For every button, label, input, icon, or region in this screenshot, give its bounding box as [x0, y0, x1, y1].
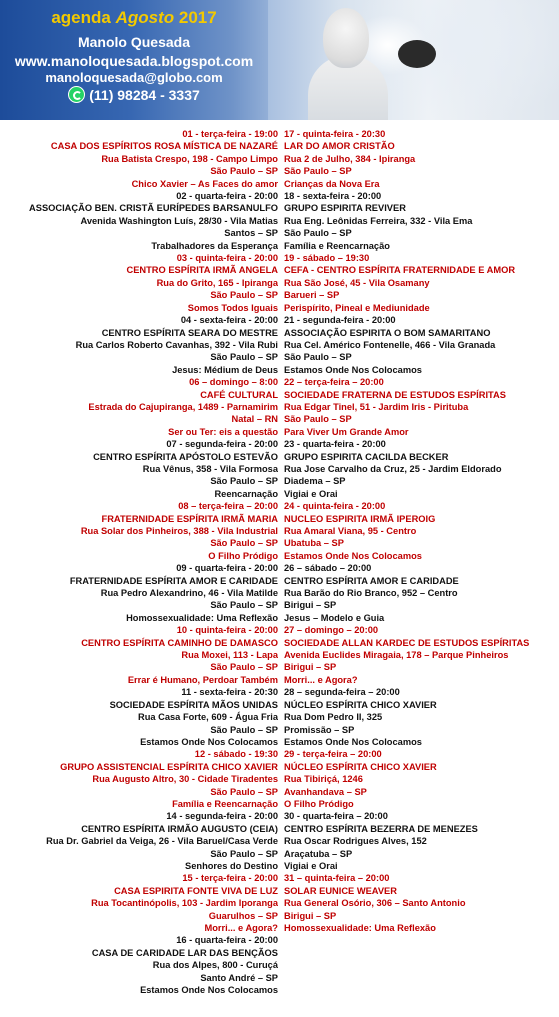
- event-date: 27 – domingo – 20:00: [284, 625, 379, 636]
- event-topic: Vigiai e Orai: [284, 860, 338, 871]
- event-topic: Vigiai e Orai: [284, 488, 338, 499]
- event-place: GRUPO ESPIRITA CACILDA BECKER: [284, 451, 449, 462]
- event-city: São Paulo – SP: [284, 166, 352, 177]
- event-city: Barueri – SP: [284, 290, 340, 301]
- event-entry: [0, 686, 278, 748]
- agenda-title: [0, 8, 268, 28]
- event-date: 09 - quarta-feira - 20:00: [176, 563, 278, 574]
- event-date: 28 – segunda-feira – 20:00: [284, 687, 400, 698]
- event-topic: Para Viver Um Grande Amor: [284, 426, 409, 437]
- event-date: 29 - terça-feira – 20:00: [284, 749, 382, 760]
- event-entry: [0, 190, 278, 252]
- event-place: ASSOCIAÇÃO BEN. CRISTÃ EURÍPEDES BARSANULFO: [29, 203, 278, 214]
- event-city: São Paulo – SP: [210, 352, 278, 363]
- event-address: Rua do Grito, 165 - Ipiranga: [156, 277, 278, 288]
- event-topic: Jesus – Modelo e Guia: [284, 612, 385, 623]
- event-date: 10 - quinta-feira - 20:00: [176, 625, 278, 636]
- event-date: 30 - quarta-feira – 20:00: [284, 811, 388, 822]
- schedule-column-right: [284, 128, 556, 934]
- event-address: Rua Tocantinópolis, 103 - Jardim Iporanga: [91, 898, 278, 909]
- event-entry: [0, 438, 278, 500]
- event-address: Rua 2 de Julho, 384 - Ipiranga: [284, 153, 416, 164]
- event-address: Rua Carlos Roberto Cavanhas, 392 - Vila Rubi: [75, 339, 278, 350]
- title-prefix: agenda: [51, 8, 111, 27]
- event-date: 08 – terça-feira – 20:00: [178, 501, 278, 512]
- event-date: 18 - sexta-feira - 20:00: [284, 191, 382, 202]
- event-date: 07 - segunda-feira - 20:00: [166, 439, 278, 450]
- event-place: CENTRO ESPÍRITA AMOR E CARIDADE: [284, 575, 459, 586]
- event-topic: Reencarnação: [214, 488, 278, 499]
- event-topic: Família e Reencarnação: [172, 798, 278, 809]
- event-topic: Perispírito, Pineal e Mediunidade: [284, 302, 430, 313]
- event-topic: Estamos Onde Nos Colocamos: [284, 364, 422, 375]
- event-topic: Senhores do Destino: [185, 860, 278, 871]
- event-entry: [284, 314, 556, 376]
- event-address: Rua Tibiriçá, 1246: [284, 774, 363, 785]
- event-city: São Paulo – SP: [284, 352, 352, 363]
- event-address: Rua São José, 45 - Vila Osamany: [284, 277, 430, 288]
- event-date: 01 - terça-feira - 19:00: [182, 129, 278, 139]
- photo-figure-glove: [398, 40, 436, 68]
- event-date: 21 - segunda-feira - 20:00: [284, 315, 396, 326]
- event-date: 15 - terça-feira - 20:00: [182, 873, 278, 884]
- event-place: SOCIEDADE ALLAN KARDEC DE ESTUDOS ESPÍRITAS: [284, 637, 530, 648]
- event-city: Birigui – SP: [284, 600, 337, 611]
- event-entry: [284, 686, 556, 748]
- event-place: CENTRO ESPÍRITA APÓSTOLO ESTEVÃO: [93, 451, 278, 462]
- event-entry: [284, 252, 556, 314]
- phone-number: (11) 98284 - 3337: [89, 87, 200, 103]
- event-place: CENTRO ESPÍRITA CAMINHO DE DAMASCO: [81, 637, 278, 648]
- event-city: São Paulo – SP: [284, 228, 352, 239]
- author-site: www.manoloquesada.blogspot.com: [14, 53, 254, 69]
- event-entry: [284, 128, 556, 190]
- event-city: São Paulo – SP: [210, 166, 278, 177]
- event-entry: [284, 438, 556, 500]
- event-entry: [0, 872, 278, 934]
- event-entry: [284, 562, 556, 624]
- event-entry: [284, 872, 556, 934]
- event-address: Rua Casa Forte, 609 - Água Fria: [137, 712, 278, 723]
- event-topic: Jesus: Médium de Deus: [172, 364, 278, 375]
- event-topic: Chico Xavier – As Faces do amor: [131, 178, 278, 189]
- event-entry: [0, 128, 278, 190]
- event-date: 16 - quarta-feira - 20:00: [176, 935, 278, 946]
- event-date: 06 – domingo – 8:00: [189, 377, 278, 388]
- event-address: Rua Augusto Altro, 30 - Cidade Tiradentes: [92, 774, 278, 785]
- event-place: ASSOCIAÇÃO ESPIRITA O BOM SAMARITANO: [284, 327, 491, 338]
- snow-photo: [268, 0, 559, 120]
- event-place: CAFÉ CULTURAL: [200, 389, 278, 400]
- event-entry: [284, 376, 556, 438]
- event-address: Rua Barão do Rio Branco, 952 – Centro: [284, 588, 458, 599]
- event-date: 23 - quarta-feira - 20:00: [284, 439, 386, 450]
- event-date: 22 – terça-feira – 20:00: [284, 377, 384, 388]
- title-month: Agosto: [115, 8, 175, 27]
- event-place: NUCLEO ESPIRITA IRMÃ IPEROIG: [284, 513, 436, 524]
- photo-figure-head: [323, 8, 369, 68]
- event-topic: Morri... e Agora?: [204, 923, 278, 933]
- event-address: Rua Solar dos Pinheiros, 388 - Vila Industrial: [80, 526, 278, 536]
- event-address: Rua General Osório, 306 – Santo Antonio: [284, 898, 466, 909]
- event-entry: [0, 624, 278, 686]
- event-topic: Homossexualidade: Uma Reflexão: [126, 612, 278, 623]
- event-city: São Paulo – SP: [210, 724, 278, 735]
- event-city: Santos – SP: [224, 228, 278, 239]
- event-entry: [284, 748, 556, 810]
- event-topic: Errar é Humano, Perdoar Também: [127, 674, 278, 685]
- event-address: Rua Pedro Alexandrino, 46 - Vila Matilde: [100, 588, 278, 599]
- event-place: CASA DOS ESPÍRITOS ROSA MÍSTICA DE NAZARÉ: [50, 141, 278, 152]
- event-topic: Estamos Onde Nos Colocamos: [140, 736, 278, 747]
- author-phone: [0, 86, 268, 103]
- event-topic: Somos Todos Iguais: [187, 302, 278, 313]
- event-topic: Estamos Onde Nos Colocamos: [284, 550, 422, 561]
- event-place: SOCIEDADE ESPÍRITA MÃOS UNIDAS: [109, 699, 278, 710]
- event-entry: [0, 934, 278, 996]
- whatsapp-icon: [68, 86, 85, 103]
- event-date: 26 – sábado – 20:00: [284, 563, 372, 574]
- event-date: 02 - quarta-feira - 20:00: [176, 191, 278, 202]
- event-topic: Estamos Onde Nos Colocamos: [284, 736, 422, 747]
- event-address: Rua Dr. Gabriel da Veiga, 26 - Vila Baruel/Casa Verde: [46, 836, 278, 847]
- event-date: 19 - sábado – 19:30: [284, 253, 370, 264]
- event-address: Rua Moxei, 113 - Lapa: [181, 650, 278, 661]
- event-city: Avanhandava – SP: [284, 786, 367, 797]
- event-topic: O Filho Pródigo: [208, 550, 278, 561]
- event-entry: [0, 252, 278, 314]
- event-place: CENTRO ESPÍRITA BEZERRA DE MENEZES: [284, 823, 478, 834]
- event-city: Guarulhos – SP: [208, 910, 278, 921]
- event-place: CENTRO ESPÍRITA IRMÃ ANGELA: [126, 265, 278, 276]
- event-topic: Ser ou Ter: eis a questão: [168, 426, 278, 437]
- author-name: Manolo Quesada: [77, 34, 191, 50]
- event-address: Rua Oscar Rodrigues Alves, 152: [284, 836, 427, 847]
- event-address: Rua Jose Carvalho da Cruz, 25 - Jardim Eldorado: [284, 463, 502, 474]
- event-address: Rua Amaral Viana, 95 - Centro: [284, 526, 417, 536]
- event-address: Avenida Washington Luís, 28/30 - Vila Matias: [80, 215, 278, 226]
- event-city: Santo André – SP: [200, 972, 278, 983]
- event-address: Rua Eng. Leônidas Ferreira, 332 - Vila Ema: [284, 215, 473, 226]
- event-date: 03 - quinta-feira - 20:00: [176, 253, 278, 264]
- event-place: CASA DE CARIDADE LAR DAS BENÇÃOS: [91, 947, 278, 958]
- event-date: 31 – quinta-feira – 20:00: [284, 873, 390, 884]
- event-entry: [0, 314, 278, 376]
- event-topic: Morri... e Agora?: [284, 674, 358, 685]
- event-date: 04 - sexta-feira - 20:00: [180, 315, 278, 326]
- event-city: São Paulo – SP: [210, 476, 278, 487]
- event-place: NÚCLEO ESPÍRITA CHICO XAVIER: [284, 699, 437, 710]
- event-address: Estrada do Cajupiranga, 1489 - Parnamirim: [88, 401, 278, 412]
- event-entry: [0, 500, 278, 562]
- event-place: NÚCLEO ESPÍRITA CHICO XAVIER: [284, 761, 437, 772]
- event-city: São Paulo – SP: [210, 290, 278, 301]
- event-date: 24 - quinta-feira - 20:00: [284, 501, 386, 512]
- event-topic: O Filho Pródigo: [284, 798, 354, 809]
- event-address: Rua dos Alpes, 800 - Curuçá: [152, 960, 278, 971]
- event-entry: [0, 562, 278, 624]
- event-place: GRUPO ASSISTENCIAL ESPÍRITA CHICO XAVIER: [60, 761, 278, 772]
- event-city: Promissão – SP: [284, 724, 355, 735]
- event-topic: Crianças da Nova Era: [284, 178, 380, 189]
- schedule-column-left: [0, 128, 278, 996]
- event-city: Natal – RN: [231, 414, 278, 425]
- event-date: 12 - sábado - 19:30: [194, 749, 278, 760]
- event-topic: Família e Reencarnação: [284, 240, 390, 251]
- header-banner: [0, 0, 559, 120]
- event-city: Birigui – SP: [284, 910, 337, 921]
- event-place: FRATERNIDADE ESPÍRITA AMOR E CARIDADE: [69, 575, 278, 586]
- event-entry: [0, 810, 278, 872]
- event-city: São Paulo – SP: [210, 600, 278, 611]
- event-entry: [284, 500, 556, 562]
- event-city: São Paulo – SP: [210, 786, 278, 797]
- event-address: Rua Vênus, 358 - Vila Formosa: [142, 463, 278, 474]
- event-entry: [0, 376, 278, 438]
- event-topic: Estamos Onde Nos Colocamos: [140, 985, 278, 996]
- title-year: 2017: [178, 8, 217, 27]
- event-place: CENTRO ESPÍRITA SEARA DO MESTRE: [101, 327, 278, 338]
- event-city: São Paulo – SP: [210, 848, 278, 859]
- event-city: Birigui – SP: [284, 662, 337, 673]
- event-city: Araçatuba – SP: [284, 848, 353, 859]
- event-address: Rua Batista Crespo, 198 - Campo Limpo: [101, 153, 278, 164]
- event-date: 11 - sexta-feira - 20:30: [181, 687, 278, 698]
- event-place: SOLAR EUNICE WEAVER: [284, 885, 397, 896]
- event-place: SOCIEDADE FRATERNA DE ESTUDOS ESPÍRITAS: [284, 389, 506, 400]
- event-place: LAR DO AMOR CRISTÃO: [284, 141, 395, 152]
- event-place: CASA ESPIRITA FONTE VIVA DE LUZ: [114, 885, 278, 896]
- event-entry: [0, 748, 278, 810]
- event-address: Avenida Euclides Miragaia, 178 – Parque Pinheiros: [284, 650, 509, 661]
- event-city: São Paulo – SP: [284, 414, 352, 425]
- event-city: Ubatuba – SP: [284, 538, 344, 549]
- event-entry: [284, 810, 556, 872]
- event-city: Diadema – SP: [284, 476, 346, 487]
- event-date: 17 - quinta-feira - 20:30: [284, 129, 386, 139]
- event-topic: Homossexualidade: Uma Reflexão: [284, 923, 436, 933]
- event-place: FRATERNIDADE ESPÍRITA IRMÃ MARIA: [101, 513, 278, 524]
- event-address: Rua Edgar Tinel, 51 - Jardim Iris - Pirituba: [284, 401, 469, 412]
- event-place: CEFA - CENTRO ESPÍRITA FRATERNIDADE E AMOR: [284, 265, 516, 276]
- author-email: manoloquesada@globo.com: [45, 70, 223, 85]
- event-entry: [284, 190, 556, 252]
- event-place: GRUPO ESPIRITA REVIVER: [284, 203, 406, 214]
- event-city: São Paulo – SP: [210, 662, 278, 673]
- event-city: São Paulo – SP: [210, 538, 278, 549]
- event-entry: [284, 624, 556, 686]
- event-date: 14 - segunda-feira - 20:00: [166, 811, 278, 822]
- event-address: Rua Cel. Américo Fontenelle, 466 - Vila Granada: [284, 339, 496, 350]
- event-place: CENTRO ESPÍRITA IRMÃO AUGUSTO (CEIA): [81, 823, 278, 834]
- event-topic: Trabalhadores da Esperança: [151, 240, 278, 251]
- event-address: Rua Dom Pedro II, 325: [284, 712, 383, 723]
